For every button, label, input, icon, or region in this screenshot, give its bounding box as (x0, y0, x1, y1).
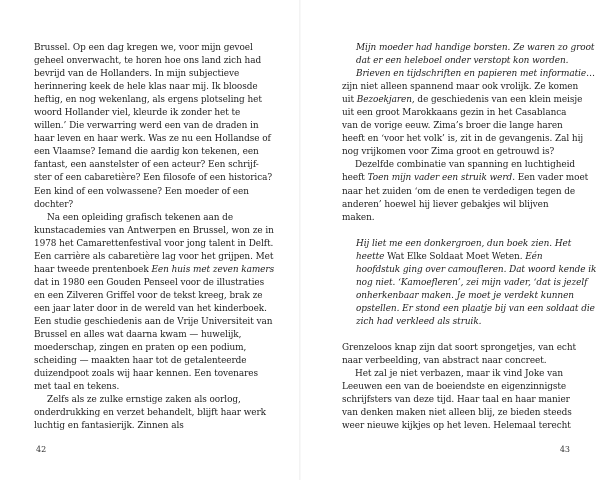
text-segment: Na een opleiding grafisch tekenen aan de (47, 212, 234, 223)
text-line (34, 120, 290, 133)
text-segment: een Vlaamse? Iemand die aardig kon tekenen, een (34, 147, 259, 158)
text-line (342, 394, 592, 407)
right-page (300, 0, 600, 480)
text-segment: duizendpoot zoals wij haar kennen. Een tovenares (34, 369, 258, 380)
text-segment: maken. (342, 212, 375, 223)
right-page-number: 43 (559, 445, 570, 454)
text-segment: . Een vader moet (512, 173, 589, 184)
text-segment: Het zal je niet verbazen, maar ik vind Joke van (355, 369, 563, 380)
quote-line (342, 303, 595, 316)
quote-line (342, 316, 592, 329)
text-line (34, 251, 290, 264)
text-line (342, 186, 592, 199)
text-line (34, 303, 290, 316)
italic-text-segment: nog niet. ‘Kamoefleren’, zei mijn vader, ‘dat is jezelf (356, 277, 588, 288)
text-segment: willen.’ Die verwarring werd een van de draden in (34, 121, 259, 132)
quote-line (342, 251, 592, 264)
text-segment: fantast, een aanstelster of een acteur? Een schrijf- (34, 160, 259, 171)
text-line (34, 329, 290, 342)
text-segment: Een kind of een volwassene? Een moeder of een (34, 186, 249, 197)
text-segment: Leeuwen een van de boeiendste en eigenzinnigste (342, 382, 567, 393)
text-segment: heeft en ‘voor het volk’ is, zit in de gevangenis. Zal hij (342, 134, 584, 145)
paragraph-gap (342, 329, 592, 342)
text-line (34, 355, 290, 368)
quote-line (342, 238, 592, 251)
italic-text-segment: heette (356, 251, 388, 262)
text-segment: Grenzeloos knap zijn dat soort sprongetjes, van echt (342, 343, 577, 354)
text-segment: heeft (342, 173, 368, 184)
text-line (342, 381, 592, 394)
text-segment: nog vrijkomen voor Zima groot en getrouwd is? (342, 147, 555, 158)
text-segment: Dezelfde combinatie van spanning en luchtigheid (355, 160, 576, 171)
text-line (34, 368, 290, 381)
text-segment: dat in 1980 een Gouden Penseel voor de illustraties (34, 277, 265, 288)
text-segment: schrijfsters van deze tijd. Haar taal en haar manier (342, 395, 570, 406)
right-page-text (342, 42, 597, 433)
text-segment: heftig, en nog wekenlang, als ergens plotseling het (34, 95, 262, 106)
text-segment: woord Hollander viel, kleurde ik zonder het te (34, 108, 241, 119)
italic-text-segment: Hij liet me een donkergroen, dun boek zien. Het (356, 238, 572, 249)
text-segment: ster of een cabaretière? Een filosofe of een historica? (34, 173, 273, 184)
quote-line (342, 42, 595, 55)
text-segment: anderen’ hoewel hij liever gebakjes wil blijven (342, 199, 549, 210)
italic-text-segment: Bezoekjaren (356, 95, 412, 106)
text-segment: Brussel. Op een dag kregen we, voor mijn gevoel (34, 43, 253, 53)
text-segment: naar verbeelding, van abstract naar concreet. (342, 356, 547, 367)
italic-text-segment: onherkenbaar maken. Je moet je verdekt kunnen (356, 290, 574, 301)
text-segment: en een Zilveren Griffel voor de tekst kreeg, brak ze (34, 290, 263, 301)
text-segment: luchtig en fantasierijk. Zinnen als (34, 421, 184, 432)
italic-text-segment: Toen mijn vader een struik werd (367, 173, 513, 184)
text-line (34, 290, 290, 303)
left-page-number: 42 (36, 445, 47, 454)
text-segment: moederschap, zingen en praten op een podium, (34, 343, 247, 354)
text-line (34, 42, 290, 55)
text-line (34, 159, 290, 172)
text-line (342, 159, 592, 172)
text-line (342, 355, 592, 368)
text-line (34, 381, 290, 394)
text-line (34, 420, 290, 433)
text-line (342, 407, 592, 420)
quote-line (342, 264, 597, 277)
italic-text-segment: Brieven en tijdschriften en papieren met informatie… (356, 69, 595, 80)
text-line (342, 199, 592, 212)
text-segment: onderdrukking en verzet behandelt, blijft haar werk (34, 408, 267, 419)
text-segment: Een carrière als cabaretière lag voor het grijpen. Met (34, 251, 274, 262)
text-segment: , de geschiedenis van een klein meisje (411, 95, 583, 106)
text-segment: weer nieuwe kijkjes op het leven. Helemaal terecht (342, 421, 571, 432)
quote-line (342, 55, 592, 68)
text-segment: bevrijd van de Hollanders. In mijn subjectieve (34, 69, 240, 80)
text-segment: 1978 het Camarettenfestival voor jong talent in Delft. (34, 238, 274, 249)
text-line (34, 238, 290, 251)
text-line (342, 133, 592, 146)
text-line (34, 94, 290, 107)
text-segment: zijn niet alleen spannend maar ook vrolijk. Ze komen (342, 82, 579, 93)
text-line (34, 342, 290, 355)
text-segment: haar leven en haar werk. Was ze nu een Hollandse of (34, 134, 271, 145)
text-segment: uit een groot Marokkaans gezin in het Casablanca (342, 108, 567, 119)
text-segment: Brussel en alles wat daarna kwam — huwelijk, (34, 330, 242, 341)
text-segment: van de vorige eeuw. Zima’s broer die lange haren (342, 121, 563, 132)
text-line (34, 264, 290, 277)
text-segment: Wat Elke Soldaat Moet Weten (387, 251, 520, 262)
text-segment: Zelfs als ze zulke ernstige zaken als oorlog, (47, 395, 241, 406)
text-line (342, 120, 592, 133)
text-line (34, 316, 290, 329)
text-line (34, 407, 290, 420)
text-line (342, 107, 592, 120)
text-line (34, 146, 290, 159)
text-segment: kunstacademies van Antwerpen en Brussel, won ze in (34, 225, 274, 236)
text-segment: uit (342, 95, 357, 106)
text-line (34, 107, 290, 120)
text-line (34, 199, 290, 212)
text-line (34, 133, 290, 146)
quote-line (342, 290, 592, 303)
paragraph-gap (342, 225, 592, 238)
italic-text-segment: zich had verkleed als struik. (356, 316, 482, 327)
text-segment: haar tweede prentenboek (34, 264, 152, 275)
text-line (34, 225, 290, 238)
text-segment: een jaar later door in de wereld van het kinderboek. (34, 303, 267, 314)
text-line (34, 394, 290, 407)
text-line (342, 420, 592, 433)
quote-line (342, 68, 595, 81)
text-line (34, 186, 290, 199)
text-line (34, 212, 290, 225)
text-line (342, 94, 592, 107)
text-line (342, 146, 592, 159)
italic-text-segment: dat er een heleboel onder verstopt kon worden. (356, 56, 569, 67)
text-segment: Een studie geschiedenis aan de Vrije Universiteit van (34, 316, 273, 327)
text-line (34, 68, 290, 81)
text-line (342, 342, 592, 355)
left-page-text (34, 42, 290, 433)
text-line (34, 172, 290, 185)
text-segment: herinnering keek de hele klas naar mij. Ik bloosde (34, 82, 258, 93)
italic-text-segment: Mijn moeder had handige borsten. Ze waren zo groot (356, 43, 595, 53)
text-segment: scheiding — maakten haar tot de getalenteerde (34, 356, 247, 367)
text-segment: van denken maken niet alleen blij, ze bieden steeds (342, 408, 572, 419)
text-segment: naar het zuiden ‘om de enen te verdedigen tegen de (342, 186, 576, 197)
text-line (342, 368, 592, 381)
text-line (342, 172, 592, 185)
quote-line (342, 277, 592, 290)
text-line (34, 277, 290, 290)
text-line (342, 81, 592, 94)
italic-text-segment: Een huis met zeven kamers (151, 264, 275, 275)
text-segment: geheel onverwacht, te horen hoe ons land zich had (34, 56, 262, 67)
text-line (34, 55, 290, 68)
text-line (34, 81, 290, 94)
text-line (342, 212, 592, 225)
italic-text-segment: . Eén (519, 251, 543, 262)
text-segment: met taal en tekens. (34, 382, 120, 393)
italic-text-segment: hoofdstuk ging over camoufleren. Dat woord kende ik (356, 264, 597, 275)
text-segment: dochter? (34, 199, 74, 210)
italic-text-segment: opstellen. Er stond een plaatje bij van een soldaat die (356, 303, 595, 314)
